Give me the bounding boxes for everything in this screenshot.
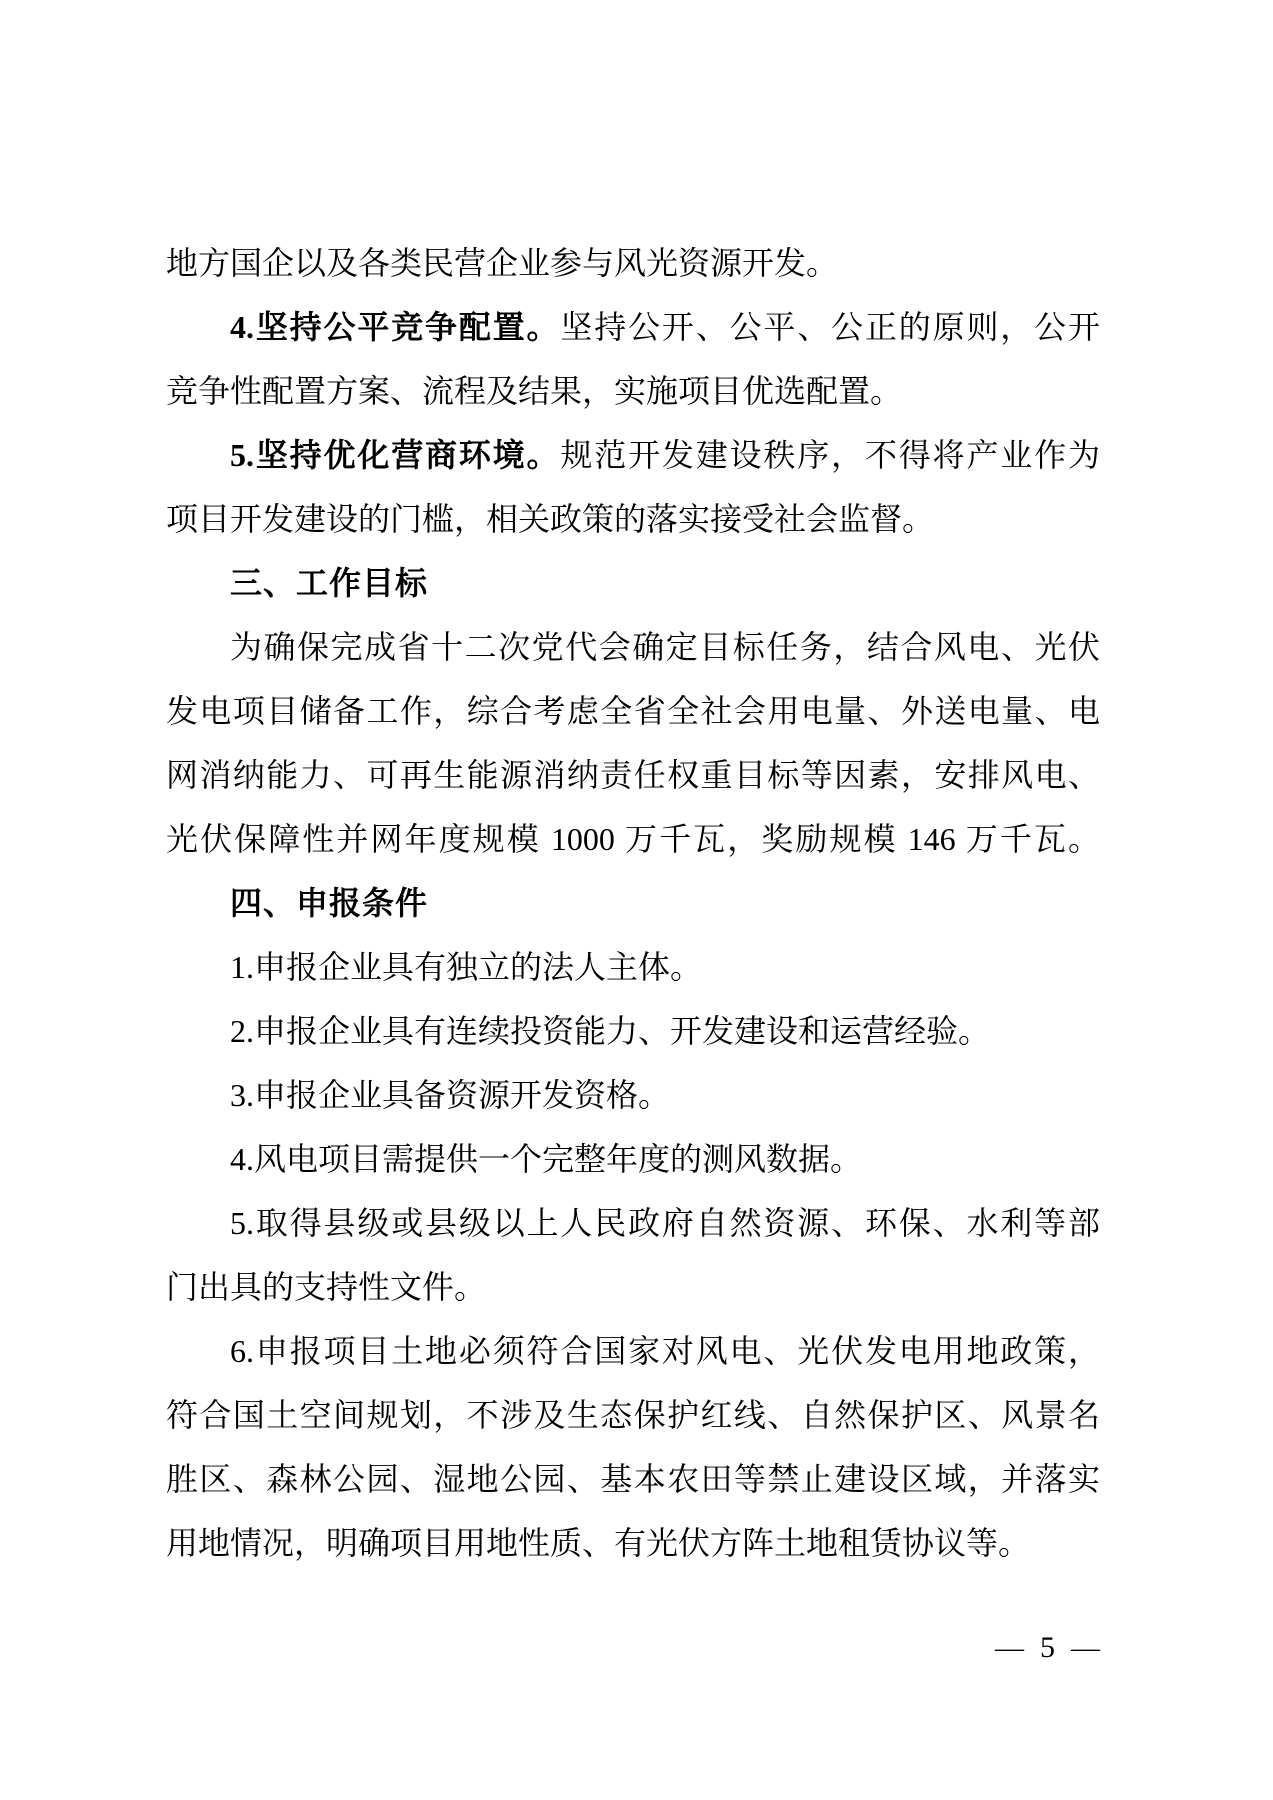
paragraph-line: [166, 1063, 1100, 1127]
paragraph-line: [166, 1255, 1100, 1319]
line-text: 4.风电项目需提供一个完整年度的测风数据。: [230, 1141, 863, 1177]
paragraph-line: [166, 679, 1100, 743]
line-text: 光伏保障性并网年度规模 1000 万千瓦，奖励规模 146 万千瓦。: [166, 821, 1100, 857]
paragraph-line: [166, 999, 1100, 1063]
line-text: 四、申报条件: [230, 885, 429, 921]
bold-lead-text: 4.坚持公平竞争配置。: [230, 309, 561, 345]
document-body: [166, 231, 1100, 1575]
line-text: 1.申报企业具有独立的法人主体。: [230, 949, 703, 985]
paragraph-line: [166, 423, 1100, 487]
line-text: 6.申报项目土地必须符合国家对风电、光伏发电用地政策，: [230, 1333, 1100, 1369]
paragraph-line: [166, 807, 1100, 871]
paragraph-line: [166, 1127, 1100, 1191]
line-text: 胜区、森林公园、湿地公园、基本农田等禁止建设区域，并落实: [166, 1461, 1100, 1497]
line-text: 为确保完成省十二次党代会确定目标任务，结合风电、光伏: [230, 629, 1100, 665]
section-heading: [166, 551, 1100, 615]
line-text: 发电项目储备工作，综合考虑全省全社会用电量、外送电量、电: [166, 693, 1100, 729]
line-text: 门出具的支持性文件。: [166, 1269, 487, 1305]
page-footer: [995, 1628, 1100, 1668]
bold-lead-text: 5.坚持优化营商环境。: [230, 437, 561, 473]
line-text: 地方国企以及各类民营企业参与风光资源开发。: [166, 245, 839, 281]
line-text: 坚持公开、公平、公正的原则，公开: [560, 309, 1100, 345]
paragraph-line: [166, 1383, 1100, 1447]
paragraph-line: [166, 1447, 1100, 1511]
paragraph-line: [166, 487, 1100, 551]
footer-dash-right: —: [1071, 1632, 1100, 1664]
line-text: 竞争性配置方案、流程及结果，实施项目优选配置。: [166, 373, 903, 409]
footer-dash-left: —: [995, 1632, 1024, 1664]
paragraph-line: [166, 231, 1100, 295]
line-text: 符合国土空间规划，不涉及生态保护红线、自然保护区、风景名: [166, 1397, 1100, 1433]
paragraph-line: [166, 1511, 1100, 1575]
line-text: 5.取得县级或县级以上人民政府自然资源、环保、水利等部: [230, 1205, 1100, 1241]
line-text: 项目开发建设的门槛，相关政策的落实接受社会监督。: [166, 501, 935, 537]
paragraph-line: [166, 295, 1100, 359]
paragraph-line: [166, 1191, 1100, 1255]
line-text: 用地情况，明确项目用地性质、有光伏方阵土地租赁协议等。: [166, 1525, 1031, 1561]
paragraph-line: [166, 935, 1100, 999]
line-text: 2.申报企业具有连续投资能力、开发建设和运营经验。: [230, 1013, 991, 1049]
line-text: 规范开发建设秩序，不得将产业作为: [560, 437, 1100, 473]
paragraph-line: [166, 1319, 1100, 1383]
paragraph-line: [166, 359, 1100, 423]
line-text: 网消纳能力、可再生能源消纳责任权重目标等因素，安排风电、: [166, 757, 1100, 793]
section-heading: [166, 871, 1100, 935]
line-text: 3.申报企业具备资源开发资格。: [230, 1077, 671, 1113]
paragraph-line: [166, 743, 1100, 807]
line-text: 三、工作目标: [230, 565, 429, 601]
page-number: 5: [1040, 1631, 1055, 1664]
paragraph-line: [166, 615, 1100, 679]
